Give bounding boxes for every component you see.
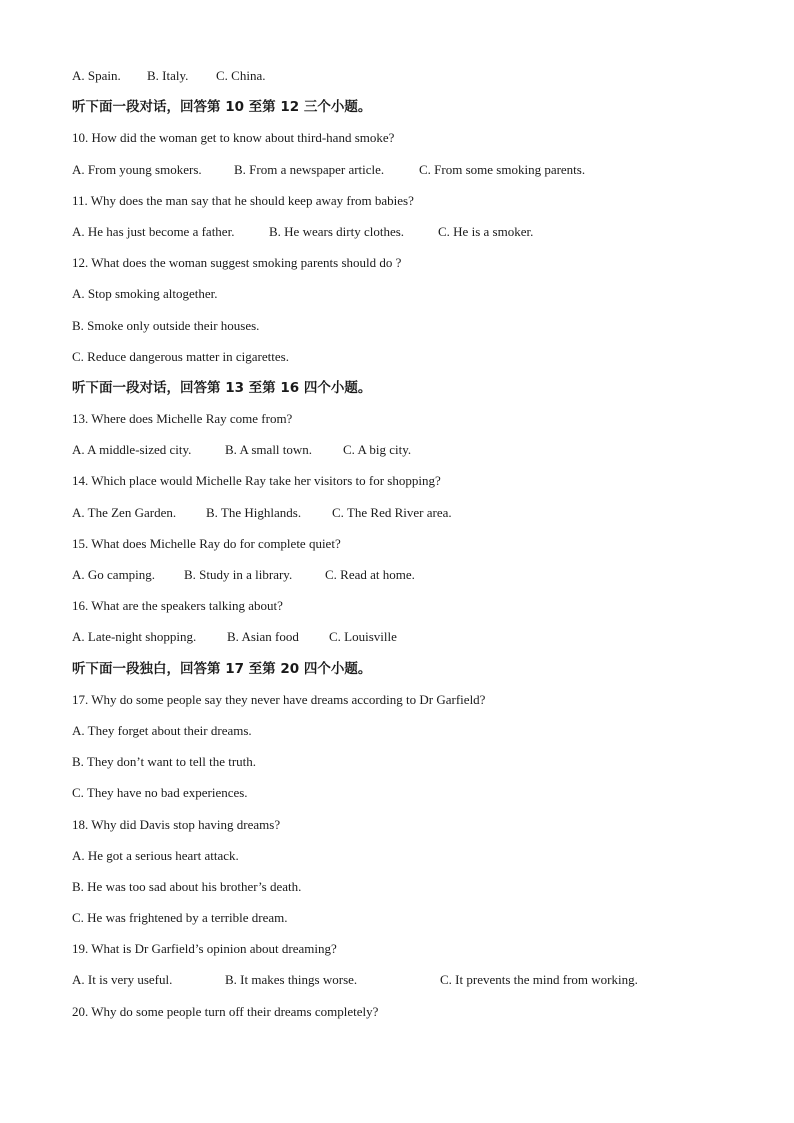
option-b: B. Smoke only outside their houses. (72, 317, 260, 333)
section-heading-17-20: 听下面一段独白，回答第 17 至第 20 四个小题。 (72, 660, 372, 677)
option-b: B. A small town. (225, 442, 313, 458)
option-c: C. From some smoking parents. (419, 161, 586, 177)
q16-options (72, 627, 722, 658)
option-b: B. The Highlands. (206, 504, 302, 520)
option-a: A. From young smokers. (72, 161, 202, 177)
option-b: B. Asian food (227, 629, 299, 645)
option-c: C. Reduce dangerous matter in cigarettes. (72, 348, 289, 364)
option-c: C. The Red River area. (332, 504, 452, 520)
option-c: C. He was frightened by a terrible dream. (72, 910, 288, 926)
q10-options (72, 160, 722, 191)
option-b: B. It makes things worse. (225, 972, 358, 988)
option-a: A. He has just become a father. (72, 223, 235, 239)
section-heading-10-12: 听下面一段对话，回答第 10 至第 12 三个小题。 (72, 99, 372, 116)
question-12: 12. What does the woman suggest smoking parents should do ? (72, 255, 402, 271)
option-c: C. A big city. (343, 442, 412, 458)
option-b: B. Study in a library. (184, 567, 293, 582)
question-18: 18. Why did Davis stop having dreams? (72, 816, 281, 832)
question-10: 10. How did the woman get to know about third-hand smoke? (72, 130, 395, 146)
option-a: A. The Zen Garden. (72, 504, 177, 520)
option-b: B. He was too sad about his brother’s death. (72, 878, 302, 894)
question-13: 13. Where does Michelle Ray come from? (72, 411, 293, 427)
option-c: C. Read at home. (325, 567, 415, 582)
option-b: B. Italy. (147, 68, 189, 83)
option-a: A. He got a serious heart attack. (72, 847, 239, 863)
q14-options (72, 503, 722, 534)
option-a: A. A middle-sized city. (72, 442, 192, 458)
option-a: A. Spain. (72, 68, 121, 83)
option-a: A. Stop smoking altogether. (72, 286, 218, 302)
option-c: C. China. (216, 68, 266, 83)
q15-options (72, 565, 722, 596)
q11-options (72, 222, 722, 253)
question-15: 15. What does Michelle Ray do for complete quiet? (72, 535, 341, 551)
option-b: B. He wears dirty clothes. (269, 223, 405, 239)
q9-options (72, 66, 722, 97)
option-a: A. Go camping. (72, 567, 156, 582)
option-c: C. They have no bad experiences. (72, 785, 248, 801)
option-a: A. They forget about their dreams. (72, 722, 252, 738)
question-11: 11. Why does the man say that he should keep away from babies? (72, 192, 414, 208)
option-b: B. From a newspaper article. (234, 161, 385, 177)
option-c: C. Louisville (329, 629, 397, 645)
option-c: C. It prevents the mind from working. (440, 972, 638, 988)
option-c: C. He is a smoker. (438, 223, 534, 239)
exam-page (72, 66, 722, 1033)
question-19: 19. What is Dr Garfield’s opinion about dreaming? (72, 941, 337, 957)
q19-options (72, 970, 722, 1001)
question-17: 17. Why do some people say they never have dreams according to Dr Garfield? (72, 691, 486, 707)
option-b: B. They don’t want to tell the truth. (72, 754, 257, 770)
section-heading-13-16: 听下面一段对话，回答第 13 至第 16 四个小题。 (72, 379, 372, 396)
question-20: 20. Why do some people turn off their dreams completely? (72, 1003, 379, 1019)
option-a: A. Late-night shopping. (72, 629, 197, 645)
question-16: 16. What are the speakers talking about? (72, 598, 283, 614)
q13-options (72, 440, 722, 471)
option-a: A. It is very useful. (72, 972, 173, 988)
question-14: 14. Which place would Michelle Ray take her visitors to for shopping? (72, 473, 441, 489)
